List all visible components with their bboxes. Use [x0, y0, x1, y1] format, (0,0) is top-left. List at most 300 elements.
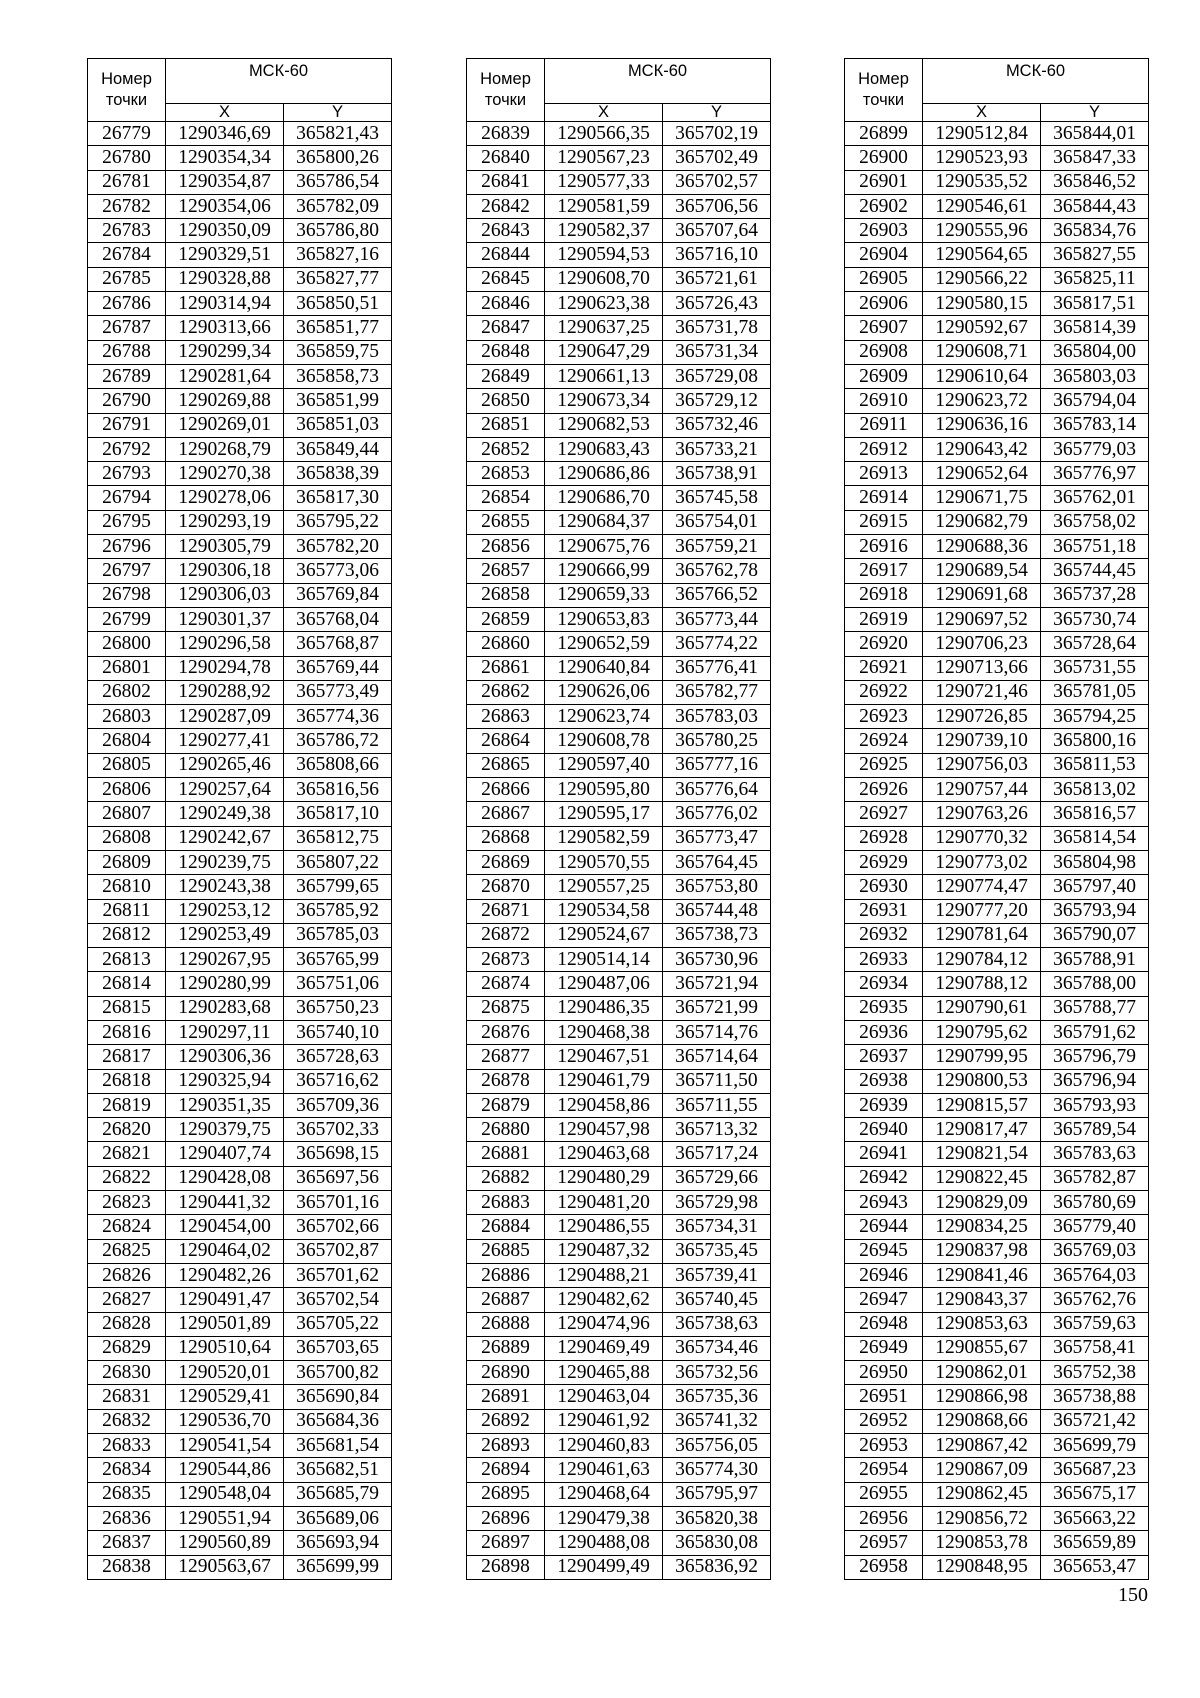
y-coordinate-cell: 365782,20: [284, 535, 392, 559]
y-coordinate-cell: 365726,43: [663, 292, 771, 316]
x-coordinate-cell: 1290253,49: [166, 923, 284, 947]
y-coordinate-cell: 365807,22: [284, 850, 392, 874]
y-coordinate-cell: 365782,87: [1041, 1166, 1149, 1190]
x-coordinate-cell: 1290557,25: [545, 875, 663, 899]
table-row: [88, 1191, 392, 1215]
point-number-header: [845, 59, 923, 122]
point-number-cell: 26916: [845, 535, 923, 559]
table-row: [467, 1069, 771, 1093]
y-coordinate-cell: 365788,91: [1041, 948, 1149, 972]
y-coordinate-cell: 365729,98: [663, 1191, 771, 1215]
x-coordinate-cell: 1290626,06: [545, 680, 663, 704]
point-number-cell: 26798: [88, 583, 166, 607]
x-coordinate-cell: 1290460,83: [545, 1434, 663, 1458]
x-coordinate-cell: 1290566,35: [545, 122, 663, 146]
point-number-header-line2: точки: [484, 91, 527, 109]
point-number-cell: 26872: [467, 923, 545, 947]
point-number-cell: 26847: [467, 316, 545, 340]
y-coordinate-cell: 365740,10: [284, 1020, 392, 1044]
point-number-cell: 26831: [88, 1385, 166, 1409]
point-number-cell: 26795: [88, 510, 166, 534]
x-coordinate-cell: 1290253,12: [166, 899, 284, 923]
y-coordinate-cell: 365687,23: [1041, 1458, 1149, 1482]
x-coordinate-cell: 1290721,46: [923, 680, 1041, 704]
y-coordinate-cell: 365803,03: [1041, 364, 1149, 388]
table-row: [467, 1531, 771, 1555]
point-number-cell: 26897: [467, 1531, 545, 1555]
y-coordinate-cell: 365752,38: [1041, 1361, 1149, 1385]
point-number-cell: 26868: [467, 826, 545, 850]
table-row: [88, 292, 392, 316]
x-coordinate-cell: 1290637,25: [545, 316, 663, 340]
point-number-cell: 26853: [467, 462, 545, 486]
table-row: [845, 705, 1149, 729]
point-number-cell: 26861: [467, 656, 545, 680]
y-coordinate-cell: 365783,03: [663, 705, 771, 729]
x-coordinate-cell: 1290510,64: [166, 1336, 284, 1360]
y-coordinate-cell: 365773,06: [284, 559, 392, 583]
point-number-cell: 26852: [467, 437, 545, 461]
y-coordinate-cell: 365740,45: [663, 1288, 771, 1312]
point-number-cell: 26907: [845, 316, 923, 340]
x-coordinate-cell: 1290454,00: [166, 1215, 284, 1239]
table-row: [88, 1166, 392, 1190]
table-row: [88, 559, 392, 583]
point-number-cell: 26840: [467, 146, 545, 170]
x-coordinate-cell: 1290582,37: [545, 219, 663, 243]
point-number-header-line1: Номер: [480, 70, 531, 88]
point-number-cell: 26945: [845, 1239, 923, 1263]
table-row: [88, 1555, 392, 1579]
table-row: [467, 753, 771, 777]
y-coordinate-cell: 365732,46: [663, 413, 771, 437]
x-coordinate-cell: 1290608,78: [545, 729, 663, 753]
table-row: [88, 850, 392, 874]
point-number-cell: 26850: [467, 389, 545, 413]
y-coordinate-cell: 365733,21: [663, 437, 771, 461]
table-row: [467, 1093, 771, 1117]
x-coordinate-cell: 1290354,06: [166, 194, 284, 218]
table-row: [88, 948, 392, 972]
point-number-cell: 26947: [845, 1288, 923, 1312]
x-coordinate-cell: 1290653,83: [545, 607, 663, 631]
table-row: [467, 413, 771, 437]
point-number-cell: 26866: [467, 778, 545, 802]
table-row: [467, 802, 771, 826]
x-coordinate-cell: 1290595,80: [545, 778, 663, 802]
table-row: [88, 1263, 392, 1287]
x-coordinate-cell: 1290536,70: [166, 1409, 284, 1433]
point-number-cell: 26878: [467, 1069, 545, 1093]
y-coordinate-cell: 365846,52: [1041, 170, 1149, 194]
point-number-cell: 26939: [845, 1093, 923, 1117]
x-coordinate-cell: 1290325,94: [166, 1069, 284, 1093]
x-coordinate-cell: 1290853,78: [923, 1531, 1041, 1555]
point-number-cell: 26887: [467, 1288, 545, 1312]
point-number-cell: 26913: [845, 462, 923, 486]
point-number-cell: 26810: [88, 875, 166, 899]
x-coordinate-cell: 1290328,88: [166, 267, 284, 291]
point-number-cell: 26827: [88, 1288, 166, 1312]
point-number-cell: 26801: [88, 656, 166, 680]
x-coordinate-cell: 1290757,44: [923, 778, 1041, 802]
point-number-cell: 26789: [88, 364, 166, 388]
y-coordinate-cell: 365779,03: [1041, 437, 1149, 461]
y-coordinate-cell: 365788,00: [1041, 972, 1149, 996]
y-coordinate-cell: 365816,56: [284, 778, 392, 802]
point-number-cell: 26893: [467, 1434, 545, 1458]
y-coordinate-cell: 365793,94: [1041, 899, 1149, 923]
y-coordinate-cell: 365697,56: [284, 1166, 392, 1190]
point-number-cell: 26906: [845, 292, 923, 316]
y-coordinate-cell: 365762,78: [663, 559, 771, 583]
table-row: [467, 364, 771, 388]
table-row: [845, 316, 1149, 340]
x-coordinate-cell: 1290661,13: [545, 364, 663, 388]
point-number-cell: 26799: [88, 607, 166, 631]
table-row: [845, 1093, 1149, 1117]
x-coordinate-cell: 1290726,85: [923, 705, 1041, 729]
table-row: [467, 194, 771, 218]
y-coordinate-cell: 365690,84: [284, 1385, 392, 1409]
table-row: [845, 146, 1149, 170]
x-coordinate-cell: 1290480,29: [545, 1166, 663, 1190]
point-number-cell: 26923: [845, 705, 923, 729]
x-coordinate-cell: 1290592,67: [923, 316, 1041, 340]
point-number-cell: 26901: [845, 170, 923, 194]
table-row: [88, 1020, 392, 1044]
y-coordinate-cell: 365795,97: [663, 1482, 771, 1506]
x-coordinate-cell: 1290306,18: [166, 559, 284, 583]
table-row: [467, 243, 771, 267]
coordinate-system-header: МСК-60: [545, 59, 771, 104]
point-number-cell: 26894: [467, 1458, 545, 1482]
point-number-cell: 26833: [88, 1434, 166, 1458]
table-row: [88, 170, 392, 194]
y-coordinate-cell: 365699,79: [1041, 1434, 1149, 1458]
y-coordinate-cell: 365817,30: [284, 486, 392, 510]
y-coordinate-cell: 365730,74: [1041, 607, 1149, 631]
x-coordinate-cell: 1290608,71: [923, 340, 1041, 364]
y-coordinate-cell: 365756,05: [663, 1434, 771, 1458]
point-number-cell: 26919: [845, 607, 923, 631]
point-number-cell: 26819: [88, 1093, 166, 1117]
table-row: [88, 680, 392, 704]
point-number-header: [88, 59, 166, 122]
point-number-cell: 26832: [88, 1409, 166, 1433]
y-coordinate-cell: 365738,63: [663, 1312, 771, 1336]
coordinates-table-2: [466, 58, 771, 1580]
x-coordinate-cell: 1290841,46: [923, 1263, 1041, 1287]
table-row: [845, 1531, 1149, 1555]
table-row: [467, 267, 771, 291]
table-row: [88, 510, 392, 534]
point-number-cell: 26921: [845, 656, 923, 680]
point-number-cell: 26935: [845, 996, 923, 1020]
x-coordinate-cell: 1290594,53: [545, 243, 663, 267]
point-number-cell: 26943: [845, 1191, 923, 1215]
point-number-cell: 26869: [467, 850, 545, 874]
table-row: [88, 1361, 392, 1385]
point-number-cell: 26946: [845, 1263, 923, 1287]
point-number-cell: 26823: [88, 1191, 166, 1215]
x-coordinate-cell: 1290278,06: [166, 486, 284, 510]
coordinate-system-header: МСК-60: [923, 59, 1149, 104]
x-coordinate-cell: 1290868,66: [923, 1409, 1041, 1433]
table-row: [845, 219, 1149, 243]
y-coordinate-cell: 365682,51: [284, 1458, 392, 1482]
table-row: [467, 875, 771, 899]
y-coordinate-cell: 365700,82: [284, 1361, 392, 1385]
table-row: [845, 826, 1149, 850]
x-coordinate-cell: 1290529,41: [166, 1385, 284, 1409]
y-coordinate-cell: 365773,49: [284, 680, 392, 704]
y-coordinate-cell: 365794,25: [1041, 705, 1149, 729]
y-coordinate-cell: 365769,84: [284, 583, 392, 607]
table-row: [467, 1191, 771, 1215]
y-coordinate-cell: 365780,69: [1041, 1191, 1149, 1215]
point-number-cell: 26796: [88, 535, 166, 559]
x-coordinate-cell: 1290563,67: [166, 1555, 284, 1579]
y-coordinate-cell: 365706,56: [663, 194, 771, 218]
point-number-cell: 26808: [88, 826, 166, 850]
table-row: [88, 1482, 392, 1506]
point-number-cell: 26880: [467, 1118, 545, 1142]
x-coordinate-cell: 1290461,79: [545, 1069, 663, 1093]
x-coordinate-cell: 1290843,37: [923, 1288, 1041, 1312]
x-coordinate-cell: 1290834,25: [923, 1215, 1041, 1239]
x-coordinate-cell: 1290577,33: [545, 170, 663, 194]
table-row: [88, 340, 392, 364]
y-coordinate-cell: 365751,06: [284, 972, 392, 996]
y-coordinate-cell: 365675,17: [1041, 1482, 1149, 1506]
table-row: [88, 1385, 392, 1409]
table-row: [845, 1166, 1149, 1190]
y-coordinate-cell: 365735,36: [663, 1385, 771, 1409]
point-number-cell: 26871: [467, 899, 545, 923]
x-coordinate-cell: 1290848,95: [923, 1555, 1041, 1579]
point-number-cell: 26859: [467, 607, 545, 631]
point-number-cell: 26936: [845, 1020, 923, 1044]
point-number-cell: 26922: [845, 680, 923, 704]
y-coordinate-cell: 365827,16: [284, 243, 392, 267]
y-coordinate-cell: 365739,41: [663, 1263, 771, 1287]
point-number-cell: 26845: [467, 267, 545, 291]
point-number-cell: 26920: [845, 632, 923, 656]
table-row: [467, 1555, 771, 1579]
x-coordinate-cell: 1290491,47: [166, 1288, 284, 1312]
y-coordinate-cell: 365707,64: [663, 219, 771, 243]
x-coordinate-cell: 1290548,04: [166, 1482, 284, 1506]
y-coordinate-cell: 365827,55: [1041, 243, 1149, 267]
y-coordinate-cell: 365721,61: [663, 267, 771, 291]
x-coordinate-cell: 1290265,46: [166, 753, 284, 777]
x-coordinate-cell: 1290486,55: [545, 1215, 663, 1239]
x-coordinate-cell: 1290482,62: [545, 1288, 663, 1312]
y-coordinate-cell: 365796,79: [1041, 1045, 1149, 1069]
y-coordinate-cell: 365816,57: [1041, 802, 1149, 826]
point-number-cell: 26926: [845, 778, 923, 802]
y-coordinate-cell: 365714,64: [663, 1045, 771, 1069]
x-coordinate-cell: 1290686,86: [545, 462, 663, 486]
point-number-cell: 26952: [845, 1409, 923, 1433]
x-coordinate-cell: 1290350,09: [166, 219, 284, 243]
y-coordinate-cell: 365797,40: [1041, 875, 1149, 899]
x-coordinate-cell: 1290249,38: [166, 802, 284, 826]
y-coordinate-cell: 365769,03: [1041, 1239, 1149, 1263]
x-coordinate-cell: 1290781,64: [923, 923, 1041, 947]
x-coordinate-cell: 1290306,03: [166, 583, 284, 607]
y-coordinate-cell: 365821,43: [284, 122, 392, 146]
point-number-cell: 26958: [845, 1555, 923, 1579]
point-number-cell: 26902: [845, 194, 923, 218]
point-number-cell: 26870: [467, 875, 545, 899]
table-row: [845, 413, 1149, 437]
y-coordinate-cell: 365776,97: [1041, 462, 1149, 486]
table-row: [467, 510, 771, 534]
y-coordinate-cell: 365799,65: [284, 875, 392, 899]
x-coordinate-cell: 1290866,98: [923, 1385, 1041, 1409]
x-coordinate-cell: 1290482,26: [166, 1263, 284, 1287]
point-number-cell: 26903: [845, 219, 923, 243]
table-row: [845, 340, 1149, 364]
x-coordinate-cell: 1290551,94: [166, 1506, 284, 1530]
table-row: [88, 753, 392, 777]
table-row: [845, 1506, 1149, 1530]
x-coordinate-cell: 1290643,42: [923, 437, 1041, 461]
table-row: [467, 1215, 771, 1239]
point-number-cell: 26917: [845, 559, 923, 583]
x-coordinate-cell: 1290354,87: [166, 170, 284, 194]
x-coordinate-cell: 1290773,02: [923, 850, 1041, 874]
point-number-cell: 26941: [845, 1142, 923, 1166]
y-coordinate-cell: 365721,94: [663, 972, 771, 996]
point-number-cell: 26877: [467, 1045, 545, 1069]
y-column-header: Y: [1041, 104, 1149, 122]
y-coordinate-cell: 365847,33: [1041, 146, 1149, 170]
x-coordinate-cell: 1290544,86: [166, 1458, 284, 1482]
table-row: [88, 972, 392, 996]
x-coordinate-cell: 1290524,67: [545, 923, 663, 947]
table-row: [845, 948, 1149, 972]
table-row: [845, 1069, 1149, 1093]
x-coordinate-cell: 1290784,12: [923, 948, 1041, 972]
point-number-cell: 26849: [467, 364, 545, 388]
y-coordinate-cell: 365762,76: [1041, 1288, 1149, 1312]
point-number-cell: 26948: [845, 1312, 923, 1336]
y-coordinate-cell: 365817,51: [1041, 292, 1149, 316]
y-coordinate-cell: 365849,44: [284, 437, 392, 461]
table-row: [88, 389, 392, 413]
point-number-cell: 26781: [88, 170, 166, 194]
y-coordinate-cell: 365750,23: [284, 996, 392, 1020]
y-coordinate-cell: 365728,63: [284, 1045, 392, 1069]
x-coordinate-cell: 1290697,52: [923, 607, 1041, 631]
table-row: [845, 170, 1149, 194]
table-row: [467, 535, 771, 559]
y-coordinate-cell: 365764,45: [663, 850, 771, 874]
table-row: [88, 437, 392, 461]
point-number-cell: 26928: [845, 826, 923, 850]
x-coordinate-cell: 1290682,53: [545, 413, 663, 437]
y-coordinate-cell: 365777,16: [663, 753, 771, 777]
point-number-cell: 26828: [88, 1312, 166, 1336]
x-coordinate-cell: 1290281,64: [166, 364, 284, 388]
y-coordinate-cell: 365705,22: [284, 1312, 392, 1336]
x-coordinate-cell: 1290623,38: [545, 292, 663, 316]
y-coordinate-cell: 365783,14: [1041, 413, 1149, 437]
table-row: [845, 267, 1149, 291]
x-coordinate-cell: 1290280,99: [166, 972, 284, 996]
x-coordinate-cell: 1290867,42: [923, 1434, 1041, 1458]
y-coordinate-cell: 365702,87: [284, 1239, 392, 1263]
y-coordinate-cell: 365735,45: [663, 1239, 771, 1263]
y-coordinate-cell: 365776,02: [663, 802, 771, 826]
point-number-cell: 26804: [88, 729, 166, 753]
point-number-cell: 26889: [467, 1336, 545, 1360]
y-coordinate-cell: 365786,54: [284, 170, 392, 194]
point-number-cell: 26802: [88, 680, 166, 704]
table-row: [845, 899, 1149, 923]
table-row: [88, 146, 392, 170]
y-coordinate-cell: 365702,54: [284, 1288, 392, 1312]
table-row: [88, 1215, 392, 1239]
y-coordinate-cell: 365702,19: [663, 122, 771, 146]
table-row: [467, 1506, 771, 1530]
y-coordinate-cell: 365800,26: [284, 146, 392, 170]
point-number-cell: 26786: [88, 292, 166, 316]
y-coordinate-cell: 365703,65: [284, 1336, 392, 1360]
table-row: [467, 1045, 771, 1069]
y-coordinate-cell: 365758,41: [1041, 1336, 1149, 1360]
y-coordinate-cell: 365795,22: [284, 510, 392, 534]
y-coordinate-cell: 365734,31: [663, 1215, 771, 1239]
point-number-cell: 26848: [467, 340, 545, 364]
table-row: [88, 1312, 392, 1336]
y-coordinate-cell: 365830,08: [663, 1531, 771, 1555]
table-row: [845, 680, 1149, 704]
y-coordinate-cell: 365716,10: [663, 243, 771, 267]
x-coordinate-cell: 1290346,69: [166, 122, 284, 146]
point-number-cell: 26873: [467, 948, 545, 972]
y-coordinate-cell: 365774,22: [663, 632, 771, 656]
table-row: [845, 778, 1149, 802]
x-coordinate-cell: 1290691,68: [923, 583, 1041, 607]
point-number-cell: 26867: [467, 802, 545, 826]
x-coordinate-cell: 1290647,29: [545, 340, 663, 364]
point-number-header-line2: точки: [105, 91, 148, 109]
y-coordinate-cell: 365800,16: [1041, 729, 1149, 753]
x-column-header: X: [545, 104, 663, 122]
y-coordinate-cell: 365745,58: [663, 486, 771, 510]
y-coordinate-cell: 365685,79: [284, 1482, 392, 1506]
x-coordinate-cell: 1290673,34: [545, 389, 663, 413]
table-row: [845, 1191, 1149, 1215]
y-coordinate-cell: 365759,63: [1041, 1312, 1149, 1336]
point-number-cell: 26839: [467, 122, 545, 146]
table-row: [88, 413, 392, 437]
y-coordinate-cell: 365711,55: [663, 1093, 771, 1117]
x-coordinate-cell: 1290534,58: [545, 899, 663, 923]
x-coordinate-cell: 1290555,96: [923, 219, 1041, 243]
table-row: [88, 996, 392, 1020]
y-coordinate-cell: 365684,36: [284, 1409, 392, 1433]
table-row: [467, 1409, 771, 1433]
x-coordinate-cell: 1290299,34: [166, 340, 284, 364]
coordinates-table-1: [87, 58, 392, 1580]
table-row: [88, 1336, 392, 1360]
x-coordinate-cell: 1290799,95: [923, 1045, 1041, 1069]
